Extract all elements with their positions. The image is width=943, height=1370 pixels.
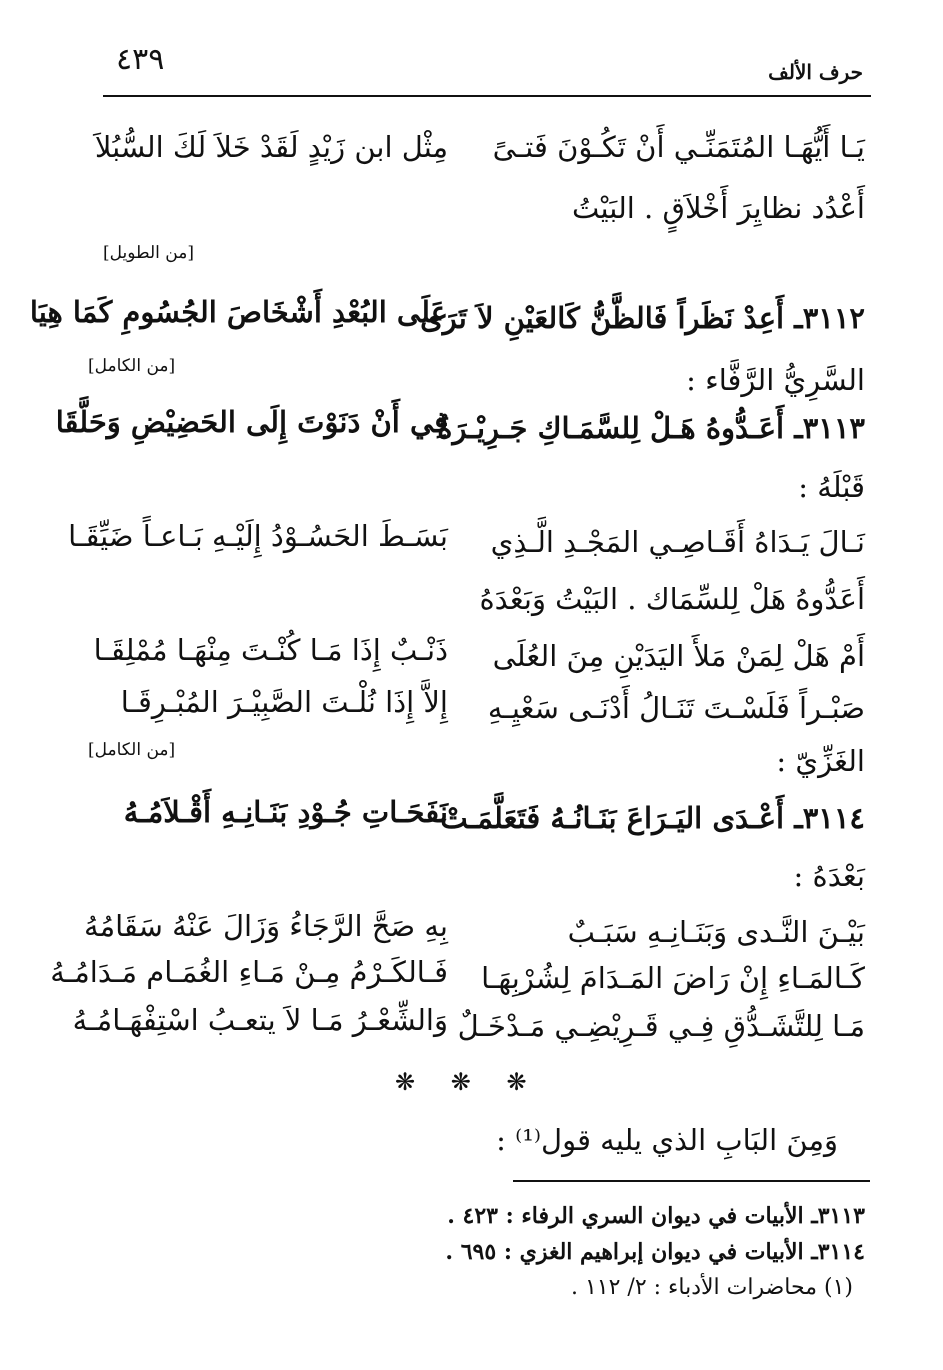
verse-a2-right: كَـالمَـاءِ إِنْ رَاضَ المَـدَامَ لِشُرْبِهَـا xyxy=(481,961,865,995)
verse-after1-right: أَمْ هَلْ لِمَنْ مَلأَ اليَدَيْنِ مِنَ العُلَى xyxy=(492,639,865,673)
poet-name: الغَزِّيّ : xyxy=(776,744,865,778)
verse-3114-left: نَفَحَـاتِ جُـوْدِ بَنَـانِـهِ أَقْـلاَمُـهُ xyxy=(123,795,448,829)
meter-label: [من الكامل] xyxy=(88,740,176,760)
verse-3112-left: عَلَى البُعْدِ أَشْخَاصَ الجُسُومِ كَمَا هِيَا xyxy=(29,295,448,329)
verse-a3-left: وَالشِّعْـرُ مَـا لاَ يتعـبُ اسْتِفْهَـامُـهُ xyxy=(72,1003,448,1037)
verse-a1-right: بَيْـنَ النَّـدى وَبَنَـانِـهِ سَبَـبٌ xyxy=(567,915,865,949)
verse-before-left: بَسَـطَ الحَسُـوْدُ إِلَيْـهِ بَـاعـاً ضَيِّقَـا xyxy=(68,519,448,553)
verse-3113-left: فِي أَنْ دَنَوْتَ إِلَى الحَضِيْضِ وَحَلَّقَا xyxy=(55,405,448,439)
page-number: ٤٣٩ xyxy=(116,42,165,77)
footnote-1: (١) محاضرات الأدباء : ٢/ ١١٢ . xyxy=(570,1275,853,1300)
verse-a3-right: مَـا لِلتَّشَـدُّقِ فِـي قَـرِيْضِـي مَـدْخَـلٌ xyxy=(457,1009,865,1043)
verse-3113-right: ٣١١٣ـ أَعَـدُّوهُ هَـلْ لِلسَّمَـاكِ جَـرِيْـرَةٌ xyxy=(437,411,865,445)
footnote-3113: ٣١١٣ـ الأبيات في ديوان السري الرفاء : ٤٢٣ . xyxy=(447,1203,865,1229)
meter-label: [من الكامل] xyxy=(88,356,176,376)
verse-before-right: نَـالَ يَـدَاهُ أَقَـاصِـي المَجْـدِ الَّـذِي xyxy=(490,525,865,559)
meter-label: [من الطويل] xyxy=(103,243,194,263)
footnote-3114: ٣١١٤ـ الأبيات في ديوان إبراهيم الغزي : ٦٩٥ . xyxy=(445,1239,865,1265)
verse-a2-left: فَـالكَـرْمُ مِـنْ مَـاءِ الغُمَـام مَـدَامُـهُ xyxy=(50,955,448,989)
verse-3114-right: ٣١١٤ـ أَعْـدَى اليَـرَاعَ بَنَـانُـهُ فَتَعَلَّمَـتْ xyxy=(440,801,865,835)
verse-hemistich-right: يَـا أَيُّهَـا المُتَمَنِّـي أَنْ تَكُـوْنَ فَتـىً xyxy=(492,130,865,164)
after-note: أَعَدُّوهُ هَلْ لِلسِّمَاك . البَيْتُ وَبَعْدَهُ xyxy=(479,582,865,616)
running-head: حرف الألف xyxy=(768,60,863,84)
verse-a1-left: بِهِ صَحَّ الرَّجَاءُ وَزَالَ عَنْهُ سَقَامُهُ xyxy=(84,909,448,943)
verse-after2-left: إِلاَّ إِذَا نُلْـتَ الصَّبِيْـرَ المُبْـرِقَـا xyxy=(120,685,448,719)
verse-3112-right: ٣١١٢ـ أَعِدْ نَظَراً فَالظَّنُّ كَالعَيْنِ لاَ تَرَى xyxy=(420,301,865,335)
verse-after2-right: صَبْـراً فَلَسْـتَ تَنَـالُ أَدْنَـى سَعْيِـهِ xyxy=(487,691,865,725)
verse-note: أَعْدُد نظايِرَ أَخْلاَقٍ . البَيْتُ xyxy=(571,191,865,225)
after-label: بَعْدَهُ : xyxy=(793,859,865,893)
section-separator: ❋ ❋ ❋ xyxy=(395,1068,541,1096)
header-rule xyxy=(103,95,871,97)
footnote-rule xyxy=(513,1180,870,1182)
next-section-intro: وَمِنَ البَابِ الذي يليه قول⁽¹⁾ : xyxy=(496,1123,838,1157)
before-label: قَبْلَهُ : xyxy=(798,470,865,504)
poet-name: السَّرِيُّ الرَّفَّاء : xyxy=(686,363,865,397)
verse-after1-left: ذَنْـبٌ إِذَا مَـا كُنْـتَ مِنْهَـا مُمْلِقَـا xyxy=(93,633,448,667)
verse-hemistich-left: مِثْل ابن زَيْدٍ لَقَدْ خَلاَ لَكَ السُّبُلاَ xyxy=(94,130,448,164)
